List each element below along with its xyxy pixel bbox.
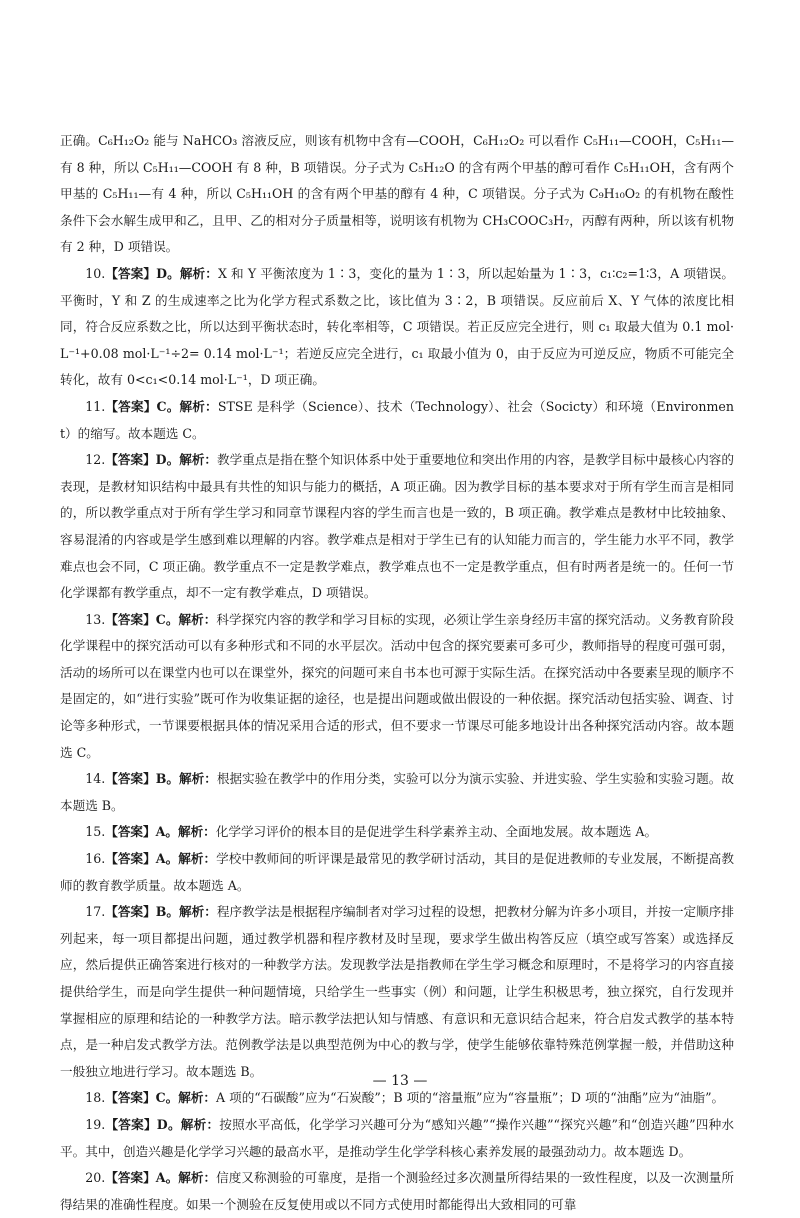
explanation-text: STSE 是科学（Science）、技术（Technology）、社会（Socicty）和环境（Environment）的缩写。故本题选 C。 (60, 398, 734, 441)
question-number: 13. (85, 611, 106, 627)
document-body (60, 128, 734, 1218)
explanation-text: 科学探究内容的教学和学习目标的实现，必须让学生亲身经历丰富的探究活动。义务教育阶段化学课程中的探究活动可以有多种形式和不同的水平层次。活动中包含的探究要素可多可少，教师指导的程度可强可弱，活动的场所可以在课堂内也可以在课堂外，探究的问题可来自书本也可源于实际生活。在探究活动中各要素呈现的顺序不是固定的，如“进行实验”既可作为收集证据的途径，也是提出问题或做出假设的一种依据。探究活动包括实验、调查、讨论等多种形式，一节课要根据具体的情况采用合适的形式，但不要求一节课尽可能多地设计出各种探究活动内容。故本题选 C。 (60, 611, 735, 760)
explanation-text: X 和 Y 平衡浓度为 1∶3，变化的量为 1∶3，所以起始量为 1∶3，c₁∶c₂=1∶3，A 项错误。平衡时，Y 和 Z 的生成速率之比为化学方程式系数之比，该比值为 3∶2，B 项错误。反应前后 X、Y 气体的浓度比相同，符合反应系数之比，所以达到平衡状态时，转化率相等，C 项错误。若正反应完全进行，则 c₁ 取最大值为 0.1 mol·L⁻¹+0.08 mol·L⁻¹÷2= 0.14 mol·L⁻¹；若逆反应完全进行，c₁ 取最小值为 0，由于反应为可逆反应，物质不可能完全转化，故有 0<c₁<0.14 mol·L⁻¹，D 项正确。 (60, 265, 735, 388)
answer-tag: 【答案】D。 (105, 1116, 181, 1132)
answer-tag: 【答案】A。 (105, 824, 178, 840)
question-number: 15. (85, 824, 106, 840)
explanation-text: 化学学习评价的根本目的是促进学生科学素养主动、全面地发展。故本题选 A。 (215, 824, 658, 840)
answer-tag: 【答案】A。 (105, 1170, 179, 1186)
answer-tag: 【答案】C。 (105, 611, 179, 627)
answer-10 (60, 261, 734, 394)
explanation-text: 程序教学法是根据程序编制者对学习过程的设想，把教材分解为许多小项目，并按一定顺序排列起来，每一项目都提出问题，通过教学机器和程序教材及时呈现，要求学生做出构答反应（填空或写答案）或选择反应，然后提供正确答案进行核对的一种教学方法。发现教学法是指教师在学生学习概念和原理时，不是将学习的内容直接提供给学生，而是向学生提供一种问题情境，只给学生一些事实（例）和问题，让学生积极思考，独立探究，自行发现并掌握相应的原理和结论的一种教学方法。暗示教学法把认知与情感、有意识和无意识结合起来，符合启发式教学的基本特点，是一种启发式教学方法。范例教学法是以典型范例为中心的教与学，使学生能够依靠特殊范例掌握一般，并借助这种一般独立地进行学习。故本题选 B。 (60, 904, 734, 1079)
question-number: 10. (85, 265, 106, 281)
question-number: 20. (85, 1170, 106, 1186)
answer-tag: 【答案】A。 (105, 851, 179, 867)
answer-14 (60, 766, 734, 819)
explanation-label: 解析： (178, 611, 217, 627)
explanation-label: 解析： (178, 771, 217, 787)
answer-tag: 【答案】D。 (105, 452, 180, 468)
answer-tag: 【答案】C。 (105, 1090, 179, 1106)
explanation-label: 解析： (179, 452, 218, 468)
question-number: 17. (85, 904, 106, 920)
answer-tag: 【答案】C。 (105, 398, 180, 414)
explanation-label: 解析： (180, 1116, 220, 1132)
explanation-label: 解析： (178, 1170, 217, 1186)
answer-11 (60, 394, 734, 447)
answer-tag: 【答案】B。 (105, 904, 179, 920)
explanation-label: 解析： (178, 1090, 216, 1106)
question-number: 16. (85, 851, 106, 867)
explanation-text: 信度又称测验的可靠度，是指一个测验经过多次测量所得结果的一致性程度，以及一次测量所得结果的准确性程度。如果一个测验在反复使用或以不同方式使用时都能得出大致相同的可靠 (60, 1170, 735, 1212)
answer-17 (60, 899, 734, 1085)
page-number: — 13 — (372, 1073, 428, 1089)
answer-19 (60, 1112, 734, 1165)
answer-tag: 【答案】B。 (105, 771, 179, 787)
explanation-label: 解析： (178, 851, 217, 867)
answer-16 (60, 846, 734, 899)
question-number: 19. (85, 1116, 106, 1132)
question-number: 12. (85, 452, 106, 468)
question-number: 14. (85, 771, 106, 787)
explanation-label: 解析： (177, 824, 216, 840)
explanation-text: 按照水平高低，化学学习兴趣可分为“感知兴趣”“操作兴趣”“探究兴趣”和“创造兴趣”四种水平。其中，创造兴趣是化学学习兴趣的最高水平，是推动学生化学学科核心素养发展的最强劲动力。故本题选 D。 (60, 1116, 735, 1159)
explanation-text: 教学重点是指在整个知识体系中处于重要地位和突出作用的内容，是教学目标中最核心内容的表现，是教材知识结构中最具有共性的知识与能力的概括，A 项正确。因为教学目标的基本要求对于所有学生而言是相同的，所以教学重点对于所有学生学习和同章节课程内容的学生而言也是一致的，B 项正确。教学难点是教材中比较抽象、容易混淆的内容或是学生感到难以理解的内容。教学难点是相对于学生已有的认知能力而言的，学生能力水平不同，教学难点也会不同，C 项正确。教学重点不一定是教学难点，教学难点也不一定是教学重点，但有时两者是统一的。任何一节化学课都有教学重点，却不一定有教学难点，D 项错误。 (60, 452, 735, 601)
question-number: 11. (85, 398, 106, 414)
explanation-label: 解析： (179, 398, 218, 414)
explanation-label: 解析： (179, 265, 218, 281)
explanation-label: 解析： (178, 904, 217, 920)
answer-20 (60, 1165, 734, 1218)
question-number: 18. (85, 1090, 106, 1106)
explanation-text: 根据实验在教学中的作用分类，实验可以分为演示实验、并进实验、学生实验和实验习题。故本题选 B。 (60, 771, 734, 813)
answer-tag: 【答案】D。 (105, 265, 180, 281)
intro-paragraph: 正确。C₆H₁₂O₂ 能与 NaHCO₃ 溶液反应，则该有机物中含有—COOH，C₆H₁₂O₂ 可以看作 C₅H₁₁—COOH，C₅H₁₁—有 8 种，所以 C₅H₁₁—COOH 有 8 种，B 项错误。分子式为 C₅H₁₂O 的含有两个甲基的醇可看作 C₅H₁₁OH，含有两个甲基的 C₅H₁₁—有 4 种，所以 C₅H₁₁OH 的含有两个甲基的醇有 4 种，C 项错误。分子式为 C₉H₁₀O₂ 的有机物在酸性条件下会水解生成甲和乙，且甲、乙的相对分子质量相等，说明该有机物为 CH₃COOC₃H₇，丙醇有两种，所以该有机物有 2 种，D 项错误。 (60, 133, 734, 255)
answer-15 (60, 819, 734, 846)
explanation-text: 学校中教师间的听评课是最常见的教学研讨活动，其目的是促进教师的专业发展，不断提高教师的教育教学质量。故本题选 A。 (60, 851, 735, 893)
answer-12 (60, 447, 734, 607)
explanation-text: A 项的“石碳酸”应为“石炭酸”；B 项的“溶量瓶”应为“容量瓶”；D 项的“油酯”应为“油脂”。 (216, 1090, 725, 1106)
answer-13 (60, 607, 734, 767)
